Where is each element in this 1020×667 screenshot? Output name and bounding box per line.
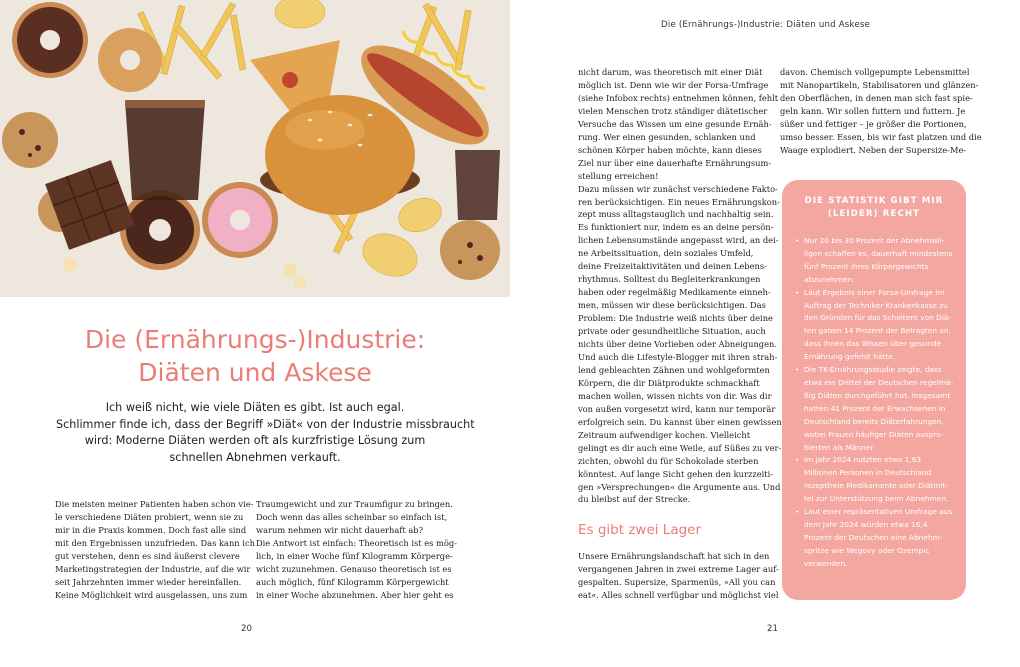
text-line: seit Jahrzehnten immer wieder hereinfallen. [55, 576, 242, 587]
text-line: davon. Chemisch vollgepumpte Lebensmittel [780, 67, 970, 77]
text-line: gelingt es dir auch eine Weile, auf Süßes zu ver- [578, 442, 782, 453]
infobox-line: Prozent der Deutschen eine Abnehm- [804, 532, 943, 542]
text-line: rung. Wer einen gesunden, schlanken und [578, 131, 756, 142]
chapter-title [40, 323, 470, 389]
infobox-line: Auftrag der Techniker Krankenkasse zu [804, 300, 948, 310]
infobox-line: • Laut einer repräsentativen Umfrage aus [804, 507, 953, 517]
text-line: Die Antwort ist einfach: Theoretisch ist es mög- [256, 537, 457, 548]
text-line: erfolgreich sein. Du kannst über einen gewissen [578, 416, 782, 427]
right-column-1 [578, 66, 782, 506]
text-line: Problem: Die Industrie weiß nichts über deine [578, 313, 773, 324]
text-line: lich, in einer Woche fünf Kilogramm Körperge- [256, 550, 453, 561]
infobox-item [796, 235, 956, 287]
infobox-line: dem Jahr 2024 würden etwa 16,4 [804, 519, 928, 529]
infobox-item [796, 287, 956, 364]
text-line: machen wollen, wissen nichts von dir. Was dir [578, 390, 772, 401]
text-line: Und auch die Lifestyle-Blogger mit ihren strah- [578, 351, 778, 362]
text-line: zichten, obwohl du für Schokolade sterben [578, 455, 759, 466]
infobox-line: Millionen Personen in Deutschland [804, 468, 932, 478]
text-line: warum nehmen wir nicht dauerhaft ab? [256, 524, 424, 535]
infobox-line: ten gaben 14 Prozent der Befragten an, [804, 326, 951, 336]
text-line: mit den Ergebnissen unzufrieden. Das kann ich [55, 537, 255, 548]
text-line: Die meisten meiner Patienten haben schon vie- [55, 499, 254, 509]
text-line: Es funktioniert nur, indem es an deine persön- [578, 222, 774, 233]
text-line: in einer Woche abzunehmen. Aber hier geht es [256, 589, 454, 600]
infobox-line: • Laut Ergebnis einer Forsa-Umfrage im [804, 287, 945, 297]
lead-line: Ich weiß nicht, wie viele Diäten es gibt. Ist auch egal. [105, 401, 405, 414]
text-line: ren berücksichtigen. Ein neues Ernährungskon- [578, 196, 780, 207]
text-line: könntest. Auf lange Sicht gehen den kurzzeiti- [578, 468, 774, 479]
infobox-line: hatten 41 Prozent der Erwachsenen in [804, 403, 946, 413]
lead-line: schnellen Abnehmen verkauft. [169, 450, 341, 464]
text-line: le verschiedene Diäten probiert, wenn sie zu [55, 511, 244, 522]
infobox-line: abzunehmen. [804, 274, 855, 284]
text-line: vergangenen Jahren in zwei extreme Lager auf- [578, 563, 779, 574]
infobox-line: Deutschland bereits Diäterfahrungen, [804, 416, 944, 426]
cola-glass-shape [125, 100, 205, 200]
junk-food-photo [0, 0, 510, 297]
text-line: eat«. Alles schnell verfügbar und möglichst viel [578, 589, 779, 600]
infobox-item [796, 364, 956, 454]
infobox-item [796, 454, 956, 506]
text-line: Traumgewicht und zur Traumfigur zu bringen. [256, 499, 453, 509]
infobox-line: bierten als Männer. [804, 442, 876, 452]
text-line: Marketingstrategien der Industrie, auf die wir [55, 563, 251, 574]
text-line: Zeitraum aufwendiger kochen. Vielleicht [578, 429, 751, 440]
infobox-line: ßig Diäten durchgeführt hat. Insgesamt [804, 390, 951, 400]
infobox-line: • Nur 20 bis 30 Prozent der Abnehmwil- [804, 236, 945, 245]
infobox-line: Ernährung gefehlt hätte. [804, 352, 896, 362]
infobox-line: den Gründen für das Scheitern von Diä- [804, 313, 952, 323]
infobox-line: • Im Jahr 2024 nutzten etwa 1,63 [804, 455, 922, 465]
right-column-1-continued [578, 550, 779, 602]
text-line: lichen Lebensumstände angepasst wird, an dei- [578, 235, 779, 246]
lead-line: Schlimmer finde ich, dass der Begriff »Diät« von der Industrie missbraucht [56, 417, 475, 431]
text-line: Dazu müssen wir zunächst verschiedene Fakto- [578, 183, 778, 194]
lead-line: wird: Moderne Diäten werden oft als kurzfristige Lösung zum [84, 434, 426, 448]
junk-food-illustration [0, 0, 510, 297]
text-line: umso besser. Essen, bis wir fast platzen und die [780, 131, 982, 142]
page-number-right: 21 [767, 624, 778, 634]
section-heading: Es gibt zwei Lager [578, 522, 702, 538]
text-line: private oder gesundheitliche Situation, auch [578, 326, 766, 337]
text-line: süßer und fettiger – je größer die Portionen, [780, 118, 967, 129]
text-line: men, müssen wir diese berücksichtigen. Das [578, 300, 766, 311]
infobox-title-line: (LEIDER) RECHT [827, 209, 921, 219]
text-line: von außen vorgesetzt wird, kann nur temporär [578, 403, 776, 414]
text-line: lend gebleachten Zähnen und wohlgeformten [578, 364, 770, 375]
text-line: nicht darum, was theoretisch mit einer Diät [578, 67, 763, 77]
right-page [510, 0, 1020, 667]
text-line: gut verstehen, denn es sind äußerst clevere [55, 550, 240, 561]
text-line: rhythmus. Solltest du Begleiterkrankungen [578, 274, 761, 285]
text-line: (siehe Infobox rechts) entnehmen können, fehlt [578, 92, 779, 103]
infobox-line: dass ihnen das Wissen über gesunde [804, 339, 942, 349]
text-line: Unsere Ernährungslandschaft hat sich in den [578, 551, 770, 561]
text-line: schönen Körper haben möchte, kann dieses [578, 144, 762, 155]
text-line: wicht zuzunehmen. Genauso theoretisch ist es [256, 563, 452, 574]
text-line: Waage explodiert. Neben der Supersize-Me- [780, 144, 967, 155]
infobox-line: spritze wie Wegovy oder Ozempic [804, 545, 930, 555]
infobox-line: wobei Frauen häufiger Diäten auspro- [804, 429, 944, 439]
infobox-title [782, 195, 966, 221]
chapter-title-line: Die (Ernährungs-)Industrie: [84, 325, 426, 354]
text-line: Ziel nur über eine dauerhafte Ernährungsum- [578, 157, 772, 168]
text-line: gen »Versprechungen« die Argumente aus. Und [578, 481, 781, 492]
text-line: Doch wenn das alles scheinbar so einfach ist, [256, 511, 448, 522]
left-column-2 [256, 498, 457, 602]
text-line: geln kann. Wir sollen futtern und futtern. Je [780, 105, 966, 116]
right-column-2 [780, 66, 982, 157]
statistics-infobox [782, 180, 966, 600]
infobox-item [796, 506, 956, 571]
text-line: Keine Möglichkeit wird ausgelassen, uns zum [55, 589, 248, 600]
chapter-title-line: Diäten und Askese [138, 358, 372, 387]
running-header: Die (Ernährungs-)Industrie: Diäten und Askese [661, 20, 870, 30]
infobox-line: • Die TK-Ernährungsstudie zeigte, dass [804, 365, 942, 375]
text-line: nichts über deine Vorlieben oder Abneigungen. [578, 339, 777, 350]
text-line: mir in die Praxis kommen. Doch fast alle sind [55, 524, 247, 535]
infobox-line: tel zur Unterstützung beim Abnehmen. [804, 494, 949, 504]
text-line: gespalten. Supersize, Sparmenüs, »All you can [578, 576, 776, 587]
left-column-1 [55, 498, 255, 602]
text-line: stellung erreichen! [578, 170, 659, 181]
infobox-line: verwenden. [804, 558, 848, 568]
text-line: auch möglich, fünf Kilogramm Körpergewicht [256, 576, 449, 587]
text-line: den Oberflächen, in denen man sich fast spie- [780, 92, 973, 103]
text-line: zept muss alltagstauglich und nachhaltig sein. [578, 209, 774, 220]
text-line: mit Nanopartikeln, Stabilisatoren und glänzen- [780, 79, 979, 90]
infobox-line: ligen schaffen es, dauerhaft mindestens [804, 248, 953, 258]
text-line: Körpern, die dir Diätprodukte schmackhaft [578, 377, 760, 388]
text-line: deine Freizeitaktivitäten und deinen Lebens- [578, 261, 767, 272]
infobox-list [782, 235, 966, 571]
infobox-title-line: DIE STATISTIK GIBT MIR [804, 196, 944, 206]
text-line: haben oder regelmäßig Medikamente einneh- [578, 287, 771, 298]
lead-paragraph [56, 400, 475, 466]
page-number-left: 20 [241, 624, 252, 634]
infobox-line: etwa ein Drittel der Deutschen regelmä- [804, 377, 954, 387]
text-line: möglich ist. Denn wie wir der Forsa-Umfrage [578, 79, 769, 90]
text-line: du bleibst auf der Strecke. [578, 494, 691, 505]
infobox-line: fünf Prozent ihres Körpergewichts [804, 261, 929, 271]
infobox-line: rezeptfreie Medikamente oder Diätmit- [804, 481, 949, 491]
text-line: vielen Menschen trotz ständiger diätetischer [578, 105, 768, 116]
text-line: Versuche das Wissen um eine gesunde Ernäh- [578, 118, 772, 129]
text-line: ne Arbeitssituation, dein soziales Umfeld, [578, 248, 754, 259]
